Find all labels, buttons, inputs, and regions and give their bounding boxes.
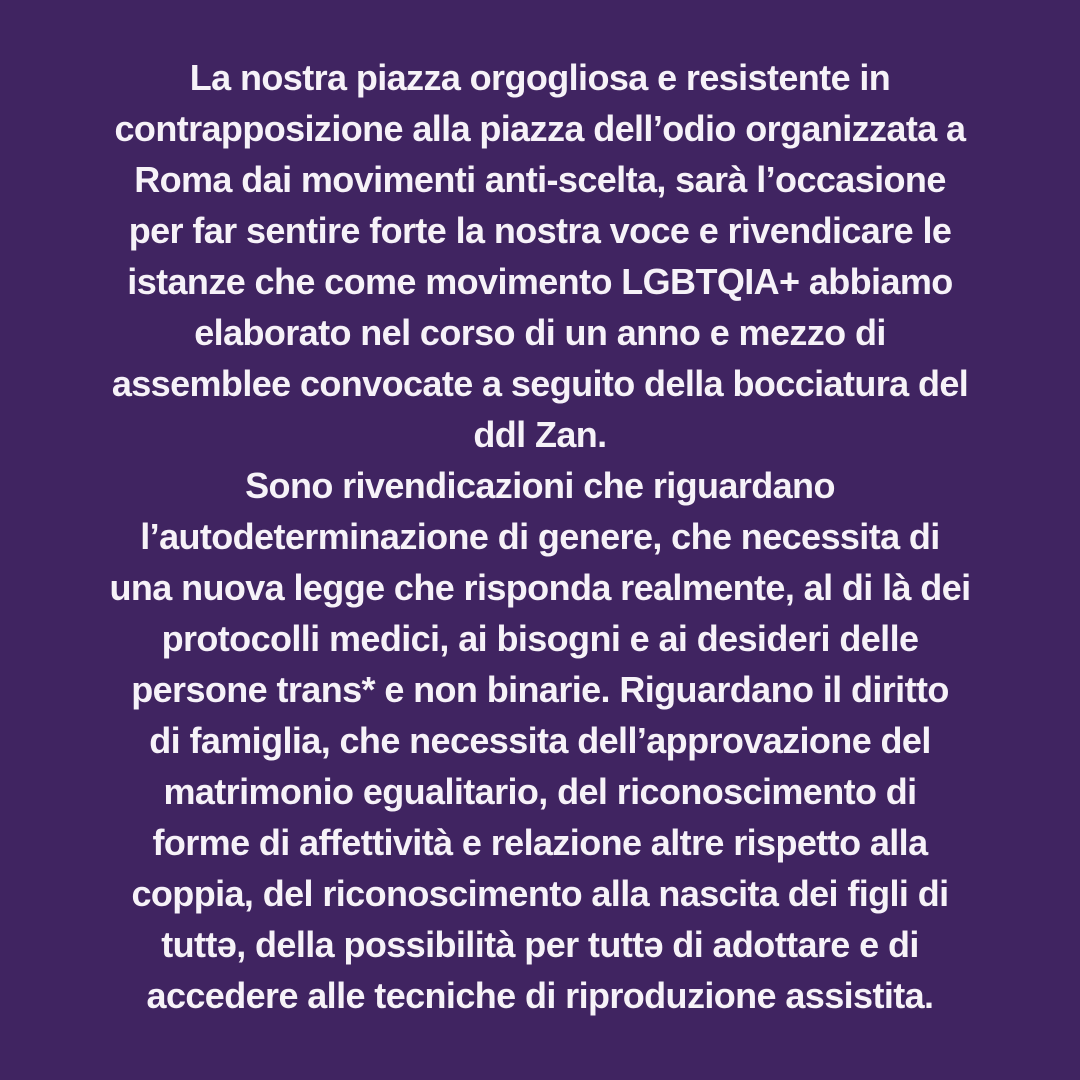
paragraph	[48, 52, 1032, 460]
text-line: tuttə, della possibilità per tuttə di adottare e di	[161, 924, 919, 965]
text-line: elaborato nel corso di un anno e mezzo di	[194, 312, 886, 353]
text-line: La nostra piazza orgogliosa e resistente in	[189, 57, 891, 98]
text-line: protocolli medici, ai bisogni e ai desideri delle	[161, 618, 919, 659]
text-line: Sono rivendicazioni che riguardano	[245, 465, 835, 506]
text-line: di famiglia, che necessita dell’approvazione del	[149, 720, 931, 761]
text-line: persone trans* e non binarie. Riguardano il diritto	[131, 669, 949, 710]
paragraph	[48, 460, 1032, 1021]
text-line: coppia, del riconoscimento alla nascita dei figli di	[131, 873, 949, 914]
text-line: per far sentire forte la nostra voce e rivendicare le	[128, 210, 952, 251]
text-line: assemblee convocate a seguito della bocciatura del	[111, 363, 969, 404]
text-line: ddl Zan.	[473, 414, 607, 455]
text-line: contrapposizione alla piazza dell’odio organizzata a	[114, 108, 966, 149]
text-line: istanze che come movimento LGBTQIA+ abbiamo	[127, 261, 953, 302]
text-line: matrimonio egualitario, del riconoscimento di	[163, 771, 917, 812]
text-line: forme di affettività e relazione altre rispetto alla	[152, 822, 928, 863]
text-line: accedere alle tecniche di riproduzione assistita.	[146, 975, 934, 1016]
text-line: Roma dai movimenti anti-scelta, sarà l’occasione	[134, 159, 946, 200]
text-block	[48, 52, 1032, 1021]
text-line: l’autodeterminazione di genere, che necessita di	[140, 516, 940, 557]
text-line: una nuova legge che risponda realmente, al di là dei	[109, 567, 971, 608]
